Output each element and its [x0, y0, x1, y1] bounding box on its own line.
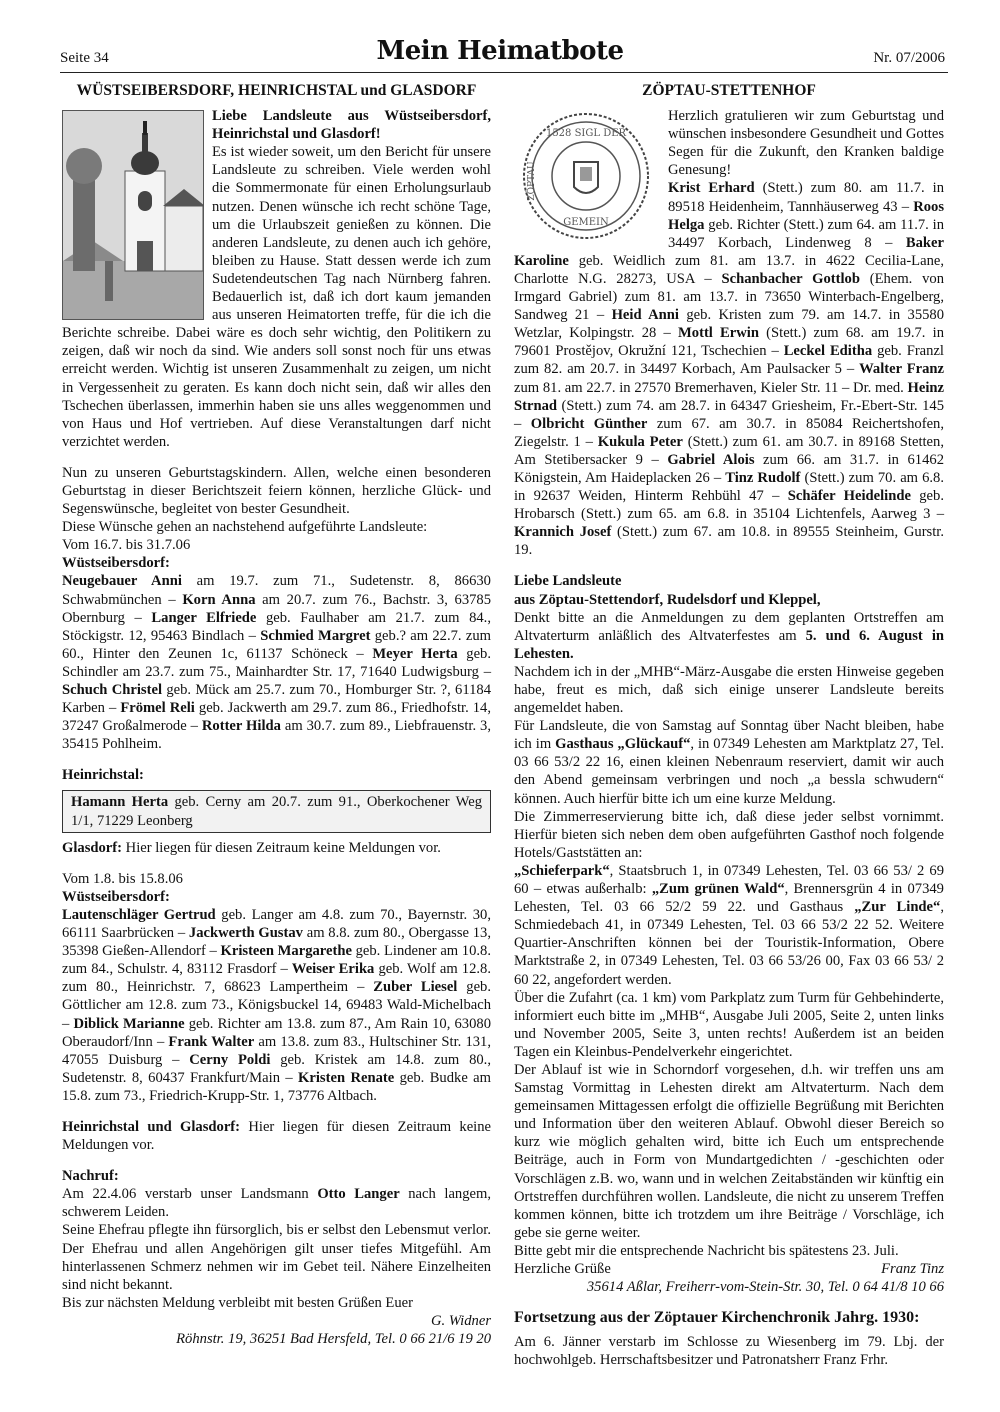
zoeptau-birthday-list: Krist Erhard (Stett.) zum 80. am 11.7. in 89518 Heidenheim, Tannhäuserweg 43 – Roos Helga geb. Richter (Stett.) zum 64. am 11.7. in 34497 Korbach, Lindenweg 8 – Baker Karoline geb. Weidlich zum 81. am 13.7. in 4622 Cecilia-Lane, Charlotte N.G. 28273, USA – Schanbacher Gottlob (Ehem. von Irmgard Gabriel) zum 81. am 13.7. in 73650 Winterbach-Engelberg, Sandweg 21 – Heid Anni geb. Kristen zum 79. am 14.7. in 35580 Wetzlar, Kolpingstr. 28 – Mottl Erwin (Stett.) zum 68. am 19.7. in 79601 Prostějov, Okružní 121, Tschechien – Leckel Editha geb. Franzl zum 82. am 20.7. in 34497 Korbach, Am Paulsacker 5 – Walter Franz zum 81. am 22.7. in 27570 Bremerhaven, Kieler Str. 11 – Dr. med. Heinz Strnad (Stett.) zum 74. am 28.7. in 64347 Griesheim, Fr.-Ebert-Str. 145 – Olbricht Günther zum 67. am 30.7. in 85084 Reichertshofen, Ziegelstr. 1 – Kukula Peter (Stett.) zum 61. am 30.7. in 89168 Stetten, Am Stetibersacker 9 – Gabriel Alois zum 66. am 31.7. in 61462 Königstein, Am Haideplacken 26 – Tinz Rudolf (Stett.) zum 70. am 6.8. in 92637 Weiden, Hinterm Rehbühl 47 – Schäfer Heidelinde geb. Hrobarsch (Stett.) zum 65. am 6.8. in 35104 Lichtenfels, Aarweg 3 – Krannich Josef (Stett.) zum 67. am 10.8. in 89555 Steinheim, Gurstr. 19. [514, 180, 945, 559]
birthday-list-2: Lautenschläger Gertrud geb. Langer am 4.8. zum 70., Bayernstr. 30, 66111 Saarbrücken – Jackwerth Gustav am 8.8. zum 80., Obergasse 13, 35398 Gießen-Allendorf – Kristeen Margarethe geb. Lindener am 10.8. zum 84., Schulstr. 4, 83112 Frasdorf – Weiser Erika geb. Wolf am 12.8. zum 80., Heinrichstr. 7, 68623 Lampertheim – Zuber Liesel geb. Göttlicher am 12.8. zum 73., Königsbuckel 14, 69483 Wald-Michelbach – Diblick Marianne geb. Richter am 13.8. zum 87., Am Rain 10, 63080 Oberaudorf/Inn – Frank Walter am 13.8. zum 83., Hultschiner Str. 131, 47055 Duisburg – Cerny Poldi geb. Kristek am 14.8. zum 80., Sudetenstr. 8, 60437 Frankfurt/Main – Kristen Renate geb. Budke am 15.8. zum 73., Friedrich-Krupp-Str. 1, 73776 Altbach. [62, 906, 492, 1104]
section-title-wuestseibersdorf: WÜSTSEIBERSDORF, HEINRICHSTAL und GLASDORF [76, 82, 477, 99]
left-column [62, 82, 491, 1348]
nachruf-text: Seine Ehefrau pflegte ihn fürsorglich, bis er selbst den Lebensmut verlor. Der Ehefrau und allen Angehörigen gilt unser tiefes Mitgefühl. Am hinterlassenen Schmerz nehmen wir im Gebet teil. Nähere Einzelheiten sind nicht bekannt. [62, 1222, 491, 1293]
svg-text:GEMEIN: GEMEIN [563, 217, 609, 229]
church-photo [62, 110, 204, 320]
closing-line: Bis zur nächsten Meldung verbleibt mit besten Grüßen Euer [62, 1294, 413, 1311]
svg-text:1528 SIGL DER: 1528 SIGL DER [545, 128, 627, 140]
place-wuestseibersdorf: Wüstseibersdorf: [62, 555, 170, 572]
chronicle-heading: Fortsetzung aus der Zöptauer Kirchenchronik Jahrg. 1930: [514, 1309, 920, 1327]
period-2: Vom 1.8. bis 15.8.06 [62, 870, 183, 887]
paragraph-gasthaus: Für Landsleute, die von Samstag auf Sonntag über Nacht bleiben, habe ich im Gasthaus „Glückauf“, in 07349 Lehesten am Marktplatz 27, Tel. 03 66 53/2 22 16, einen kleinen Nebenraum reserviert, damit wir auch den Abend gemeinsam verbringen und noch „a bessla schwudern“ können. Auch hierfür bitte ich um eine kurze Meldung. [514, 718, 944, 807]
signature-line: Herzliche Grüße Franz Tinz [514, 1261, 944, 1277]
town-seal-icon [514, 107, 658, 245]
right-column [514, 82, 944, 1369]
heinrichstal-entry-box: Hamann Herta geb. Cerny am 20.7. zum 91., Oberkochener Weg 1/1, 71229 Leonberg [62, 790, 491, 832]
signature-address: 35614 Aßlar, Freiherr-vom-Stein-Str. 30, Tel. 0 64 41/8 10 66 [586, 1279, 944, 1296]
paragraph-hotels: „Schieferpark“, Staatsbruch 1, in 07349 Lehesten, Tel. 03 66 53/ 2 69 60 – etwas außerhalb: „Zum grünen Wald“, Brennersgrün 4 in 07349 Lehesten, Tel. 03 66 52/2 59 22. und Gasthaus „Zur Linde“, Schmiedebach 41, in 07349 Lehesten, Tel. 03 66 53/2 22 52. Weitere Quartier-Anschriften können bei der Touristik-Information, Obere Marktstraße 2, in 07349 Lehesten, Tel. 03 66 53/26 00, Fax 03 66 53/ 2 60 22, angefordert werden. [514, 862, 944, 988]
paragraph-deadline: Bitte gebt mir die entsprechende Nachricht bis spätestens 23. Juli. [514, 1242, 899, 1259]
nachruf-heading: Nachruf: [62, 1168, 119, 1185]
greeting-heading: Liebe Landsleute aus Wüstseibersdorf, Heinrichstal und Glasdorf! [212, 108, 491, 143]
invite-heading-2: aus Zöptau-Stettendorf, Rudelsdorf und Kleppel, [514, 591, 821, 608]
chronicle-text: Am 6. Jänner verstarb im Schlosse zu Wiesenberg im 79. Lbj. der hochwohlgeb. Herrschaftsbesitzer und Patronatsherr Franz Frhr. [514, 1334, 944, 1369]
glasdorf-note: Glasdorf: Hier liegen für diesen Zeitraum keine Meldungen vor. [62, 839, 441, 856]
place-wuestseibersdorf-2: Wüstseibersdorf: [62, 888, 170, 905]
page-number: Seite 34 [60, 50, 109, 66]
author-name: G. Widner [431, 1312, 491, 1329]
church-photo-icon [63, 111, 203, 319]
birthday-intro: Nun zu unseren Geburtstagskindern. Allen, welche einen besonderen Geburtstag in dieser Berichtszeit feiern können, herzliche Glück- und Segenswünsche, begleitet von bester Gesundheit. [62, 464, 491, 518]
paragraph-mhb: Nachdem ich in der „MHB“-März-Ausgabe die ersten Hinweise gegeben habe, freut es mich, daß sich einige unserer Landsleute bereits angemeldet haben. [514, 663, 944, 717]
invite-paragraph: Denkt bitte an die Anmeldungen zu dem geplanten Ortstreffen am Altvaterturm anläßlich des Altvaterfestes am 5. und 6. August in Lehesten. [514, 609, 944, 662]
paragraph-zufahrt: Über die Zufahrt (ca. 1 km) vom Parkplatz zum Turm für Gehbehinderte, informiert euch bitte im „MHB“, Ausgabe Juli 2005, Seite 2, unten links und November 2005, Seite 3, unten rechts! Außerdem ist an beiden Tagen ein Kleinbus-Pendelverkehr eingerichtet. [514, 989, 944, 1060]
svg-text:ZÖPTAU: ZÖPTAU [527, 161, 537, 201]
header-divider [60, 72, 948, 73]
nachruf-intro: Am 22.4.06 verstarb unser Landsmann Otto Langer nach langem, schwerem Leiden. [62, 1186, 491, 1221]
heinrichstal-glasdorf-note: Heinrichstal und Glasdorf: Hier liegen für diesen Zeitraum keine Meldungen vor. [62, 1118, 492, 1154]
congrats-paragraph: Herzlich gratulieren wir zum Geburtstag und wünschen insbesondere Gesundheit und Gottes Segen für die Zukunft, den Kranken baldige Genesung! [668, 108, 944, 179]
birthday-list-1: Neugebauer Anni am 19.7. zum 71., Sudetenstr. 8, 86630 Schwabmünchen – Korn Anna am 20.7. zum 76., Bachstr. 3, 63785 Obernburg – Langer Elfriede geb. Faulhaber am 21.7. zum 84., Stöckigstr. 12, 95463 Bindlach – Schmied Margret geb.? am 22.7. zum 60., Hinter den Zeunen 1c, 61137 Schöneck – Meyer Herta geb. Schindler am 23.7. zum 75., Mainhardter Str. 17, 71640 Ludwigsburg – Schuch Christel geb. Mück am 25.7. zum 70., Homburger Str. ?, 61184 Karben – Frömel Reli geb. Jackwerth am 29.7. zum 86., Friedhofstr. 14, 37247 Großalmerode – Rotter Hilda am 30.7. zum 89., Liebfrauenstr. 3, 35415 Pohlheim. [62, 573, 492, 753]
masthead-logo: Mein Heimatbote [376, 36, 624, 66]
place-heinrichstal: Heinrichstal: [62, 767, 144, 784]
wishes-line: Diese Wünsche gehen an nachstehend aufgeführte Landsleute: [62, 519, 428, 536]
invite-heading-1: Liebe Landsleute [514, 573, 622, 590]
section-title-zoeptau: ZÖPTAU-STETTENHOF [642, 82, 816, 99]
period-1: Vom 16.7. bis 31.7.06 [62, 537, 191, 554]
intro-paragraph: Es ist wieder soweit, um den Bericht für unsere Landsleute zu schreiben. Viele werden wohl die Sommermonate für einen Erholungsurlaub nutzen. Denen wünsche ich recht schöne Tage, um die Urlaubszeit genießen zu können. Die anderen Landsleute, zu denen auch ich gehöre, bleiben zu Hause. Statt dessen werde ich zum Sudetendeutschen Tag nach Nürnberg fahren. Bedauerlich ist, daß ich dort kaum jemanden aus unseren Heimatorten treffe, für die ich die Berichte schreibe. Dabei wäre es doch sehr wichtig, den Politikern zu zeigen, daß wir noch da sind. Wie anders soll sonst noch für uns etwas erreicht werden. Wichtig ist unseren Zusammenhalt zu zeigen, um nicht in Vergessenheit zu geraten. Es kann doch nicht sein, daß wir alles den Tschechen überlassen, immerhin haben sie uns alles weggenommen und von Haus und Hof vertrieben. Auf diese Veranstaltungen darf nicht verzichtet werden. [62, 144, 491, 450]
paragraph-zimmer: Die Zimmerreservierung bitte ich, daß diese jeder selbst vornimmt. Hierfür bieten sich neben dem oben aufgeführten Gasthof noch folgende Hotels/Gaststätten an: [514, 808, 944, 861]
paragraph-ablauf: Der Ablauf ist wie in Schorndorf vorgesehen, d.h. wir treffen uns am Samstag Vormittag in Lehesten direkt am Altvaterturm. Nach dem gemeinsamen Mittagessen erfolgt die offizielle Begrüßung mit Berichten und Information über den weiteren Ablauf. Obwohl dieser Bereich so kurz wie möglich gehalten wird, bitte ich Euch um entsprechende Beiträge, auch in Form von Mundartgedichten / -geschichten oder Vorschlägen z.B. wo, wann und in welchen Zeitabständen wir künftig ein Ortstreffen durchführen wollen. Landsleute, die nicht zu unserem Treffen kommen können, bitte ich trotzdem um ihre Beiträge / Vorschläge, ich gebe sie gerne weiter. [514, 1061, 944, 1241]
author-address: Röhnstr. 19, 36251 Bad Hersfeld, Tel. 0 66 21/6 19 20 [176, 1331, 491, 1347]
town-seal [514, 107, 658, 245]
issue-number: Nr. 07/2006 [873, 50, 945, 66]
